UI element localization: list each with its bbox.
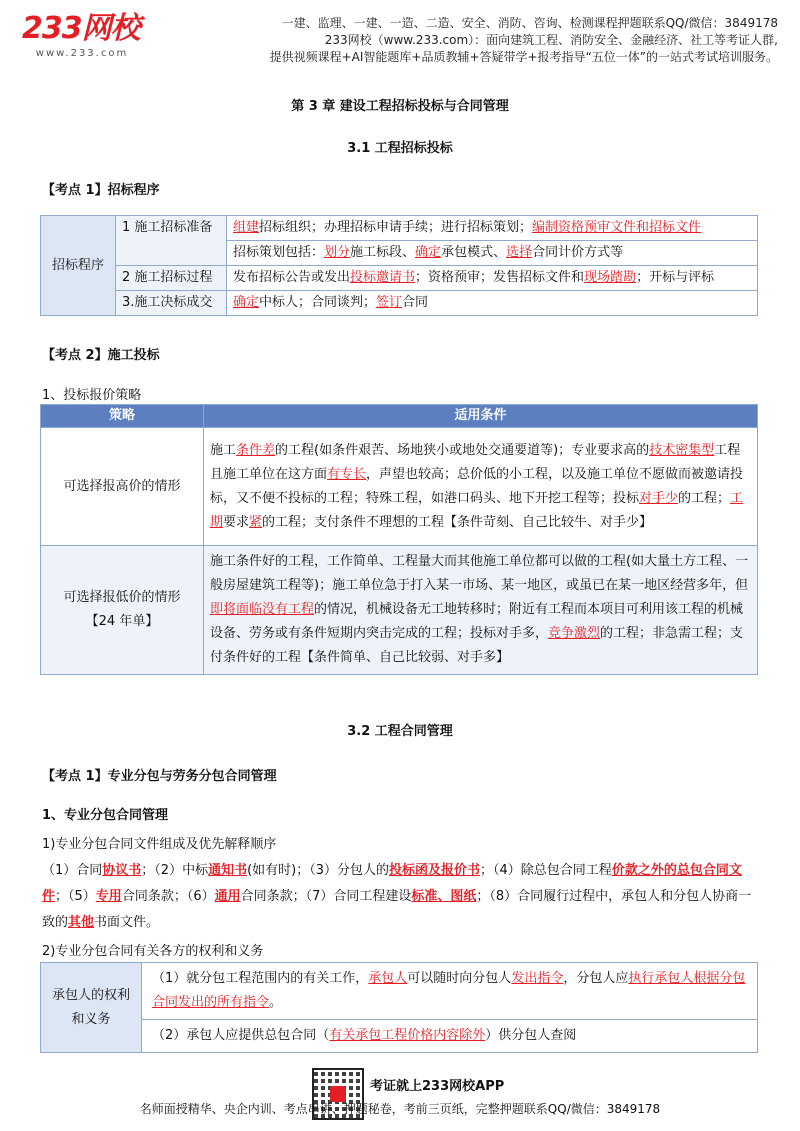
row-label-process: 2 施工招标过程: [116, 266, 227, 291]
logo-text: 233网校: [22, 11, 140, 46]
conditions-low-price: 施工条件好的工程，工作简单、工程量大而其他施工单位都可以做的工程(如大量土方工程、一般房屋建筑工程等)；施工单位急于打入某一市场、某一地区，或虽已在某一地区经营多年，但即将面临没有工程的情况，机械设备无工地转移时；附近有工程而本项目可利用该工程的机械设备、劳务或有条件短期内突击完成的工程；投标对手多，竞争激烈的工程；非急需工程；支付条件好的工程【条件简单、自己比较弱、对手多】: [204, 546, 758, 675]
column-header-conditions: 适用条件: [204, 405, 758, 428]
header-line-1: 一建、监理、一建、一造、二造、安全、消防、咨询、检测课程押题联系QQ/微信：3849178: [281, 16, 778, 30]
header-line-2: 233网校（www.233.com）：面向建筑工程、消防安全、金融经济、社工等考证人群,: [324, 33, 778, 47]
table-side-label: 招标程序: [41, 216, 116, 316]
row-prep-content-a: 组建招标组织；办理招标申请手续；进行招标策划；编制资格预审文件和招标文件: [227, 216, 758, 241]
rights-item-2: （2）承包人应提供总包合同（有关承包工程价格内容除外）供分包人查阅: [142, 1020, 758, 1053]
chapter-title: 第 3 章 建设工程招标投标与合同管理: [291, 99, 509, 114]
conditions-high-price: 施工条件差的工程(如条件艰苦、场地狭小或地处交通要道等)；专业要求高的技术密集型工程且施工单位在这方面有专长，声望也较高；总价低的小工程，以及施工单位不愿做而被邀请投标，又不便不投标的工程；特殊工程，如港口码头、地下开挖工程等；投标对手少的工程；工期要求紧的工程；支付条件不理想的工程【条件苛刻、自己比较牛、对手少】: [204, 428, 758, 546]
table-side-label: 承包人的权利和义务: [41, 963, 142, 1053]
strategy-high-price: 可选择报高价的情形: [41, 428, 204, 546]
header-line-3: 提供视频课程+AI智能题库+品质教辅+答疑带学+报考指导“五位一体”的一站式考试培训服务。: [269, 50, 778, 64]
column-header-strategy: 策略: [41, 405, 204, 428]
subheading-subcontract: 1、专业分包合同管理: [42, 808, 169, 823]
footer-contact-line: 名师面授精华、央企内训、考点串讲、押题秘卷，考前三页纸，完整押题联系QQ/微信：3849178: [139, 1102, 661, 1116]
bidding-procedure-table: [40, 215, 758, 316]
row-prep-content-b: 招标策划包括：划分施工标段、确定承包模式、选择合同计价方式等: [227, 241, 758, 266]
logo-subtext: www.233.com: [35, 48, 129, 59]
bid-strategy-table: [40, 404, 758, 675]
row-label-award: 3.施工决标成交: [116, 291, 227, 316]
section-title-3-1: 3.1 工程招标投标: [347, 141, 453, 156]
rights-item-1: （1）就分包工程范围内的有关工作，承包人可以随时向分包人发出指令，分包人应执行承包人根据分包合同发出的所有指令。: [142, 963, 758, 1020]
brand-logo: [22, 12, 142, 70]
rights-obligations-table: [40, 962, 758, 1053]
key-point-1-heading: 【考点 1】招标程序: [42, 183, 160, 198]
footer-app-text: 考证就上233网校APP: [370, 1079, 505, 1094]
key-point-2-heading: 【考点 2】施工投标: [42, 348, 160, 363]
strategy-low-price: 可选择报低价的情形 【24 年单】: [41, 546, 204, 675]
paragraph-doc-list: （1）合同协议书；（2）中标通知书(如有时)；（3）分包人的投标函及报价书；（4）除总包合同工程价款之外的总包合同文件；（5）专用合同条款；（6）通用合同条款；（7）合同工程建设标准、图纸；（8）合同履行过程中，承包人和分包人协商一致的其他书面文件。: [42, 863, 752, 930]
paragraph-rights: 2)专业分包合同有关各方的权利和义务: [42, 944, 264, 959]
section-title-3-2: 3.2 工程合同管理: [347, 724, 453, 739]
paragraph-doc-order: 1)专业分包合同文件组成及优先解释顺序: [42, 837, 277, 852]
subheading-bid-strategy: 1、投标报价策略: [42, 388, 142, 403]
key-point-3-heading: 【考点 1】专业分包与劳务分包合同管理: [42, 769, 277, 784]
row-award-content: 确定中标人；合同谈判；签订合同: [227, 291, 758, 316]
row-label-prep: 1 施工招标准备: [116, 216, 227, 266]
row-process-content: 发布招标公告或发出投标邀请书；资格预审；发售招标文件和现场踏勘；开标与评标: [227, 266, 758, 291]
